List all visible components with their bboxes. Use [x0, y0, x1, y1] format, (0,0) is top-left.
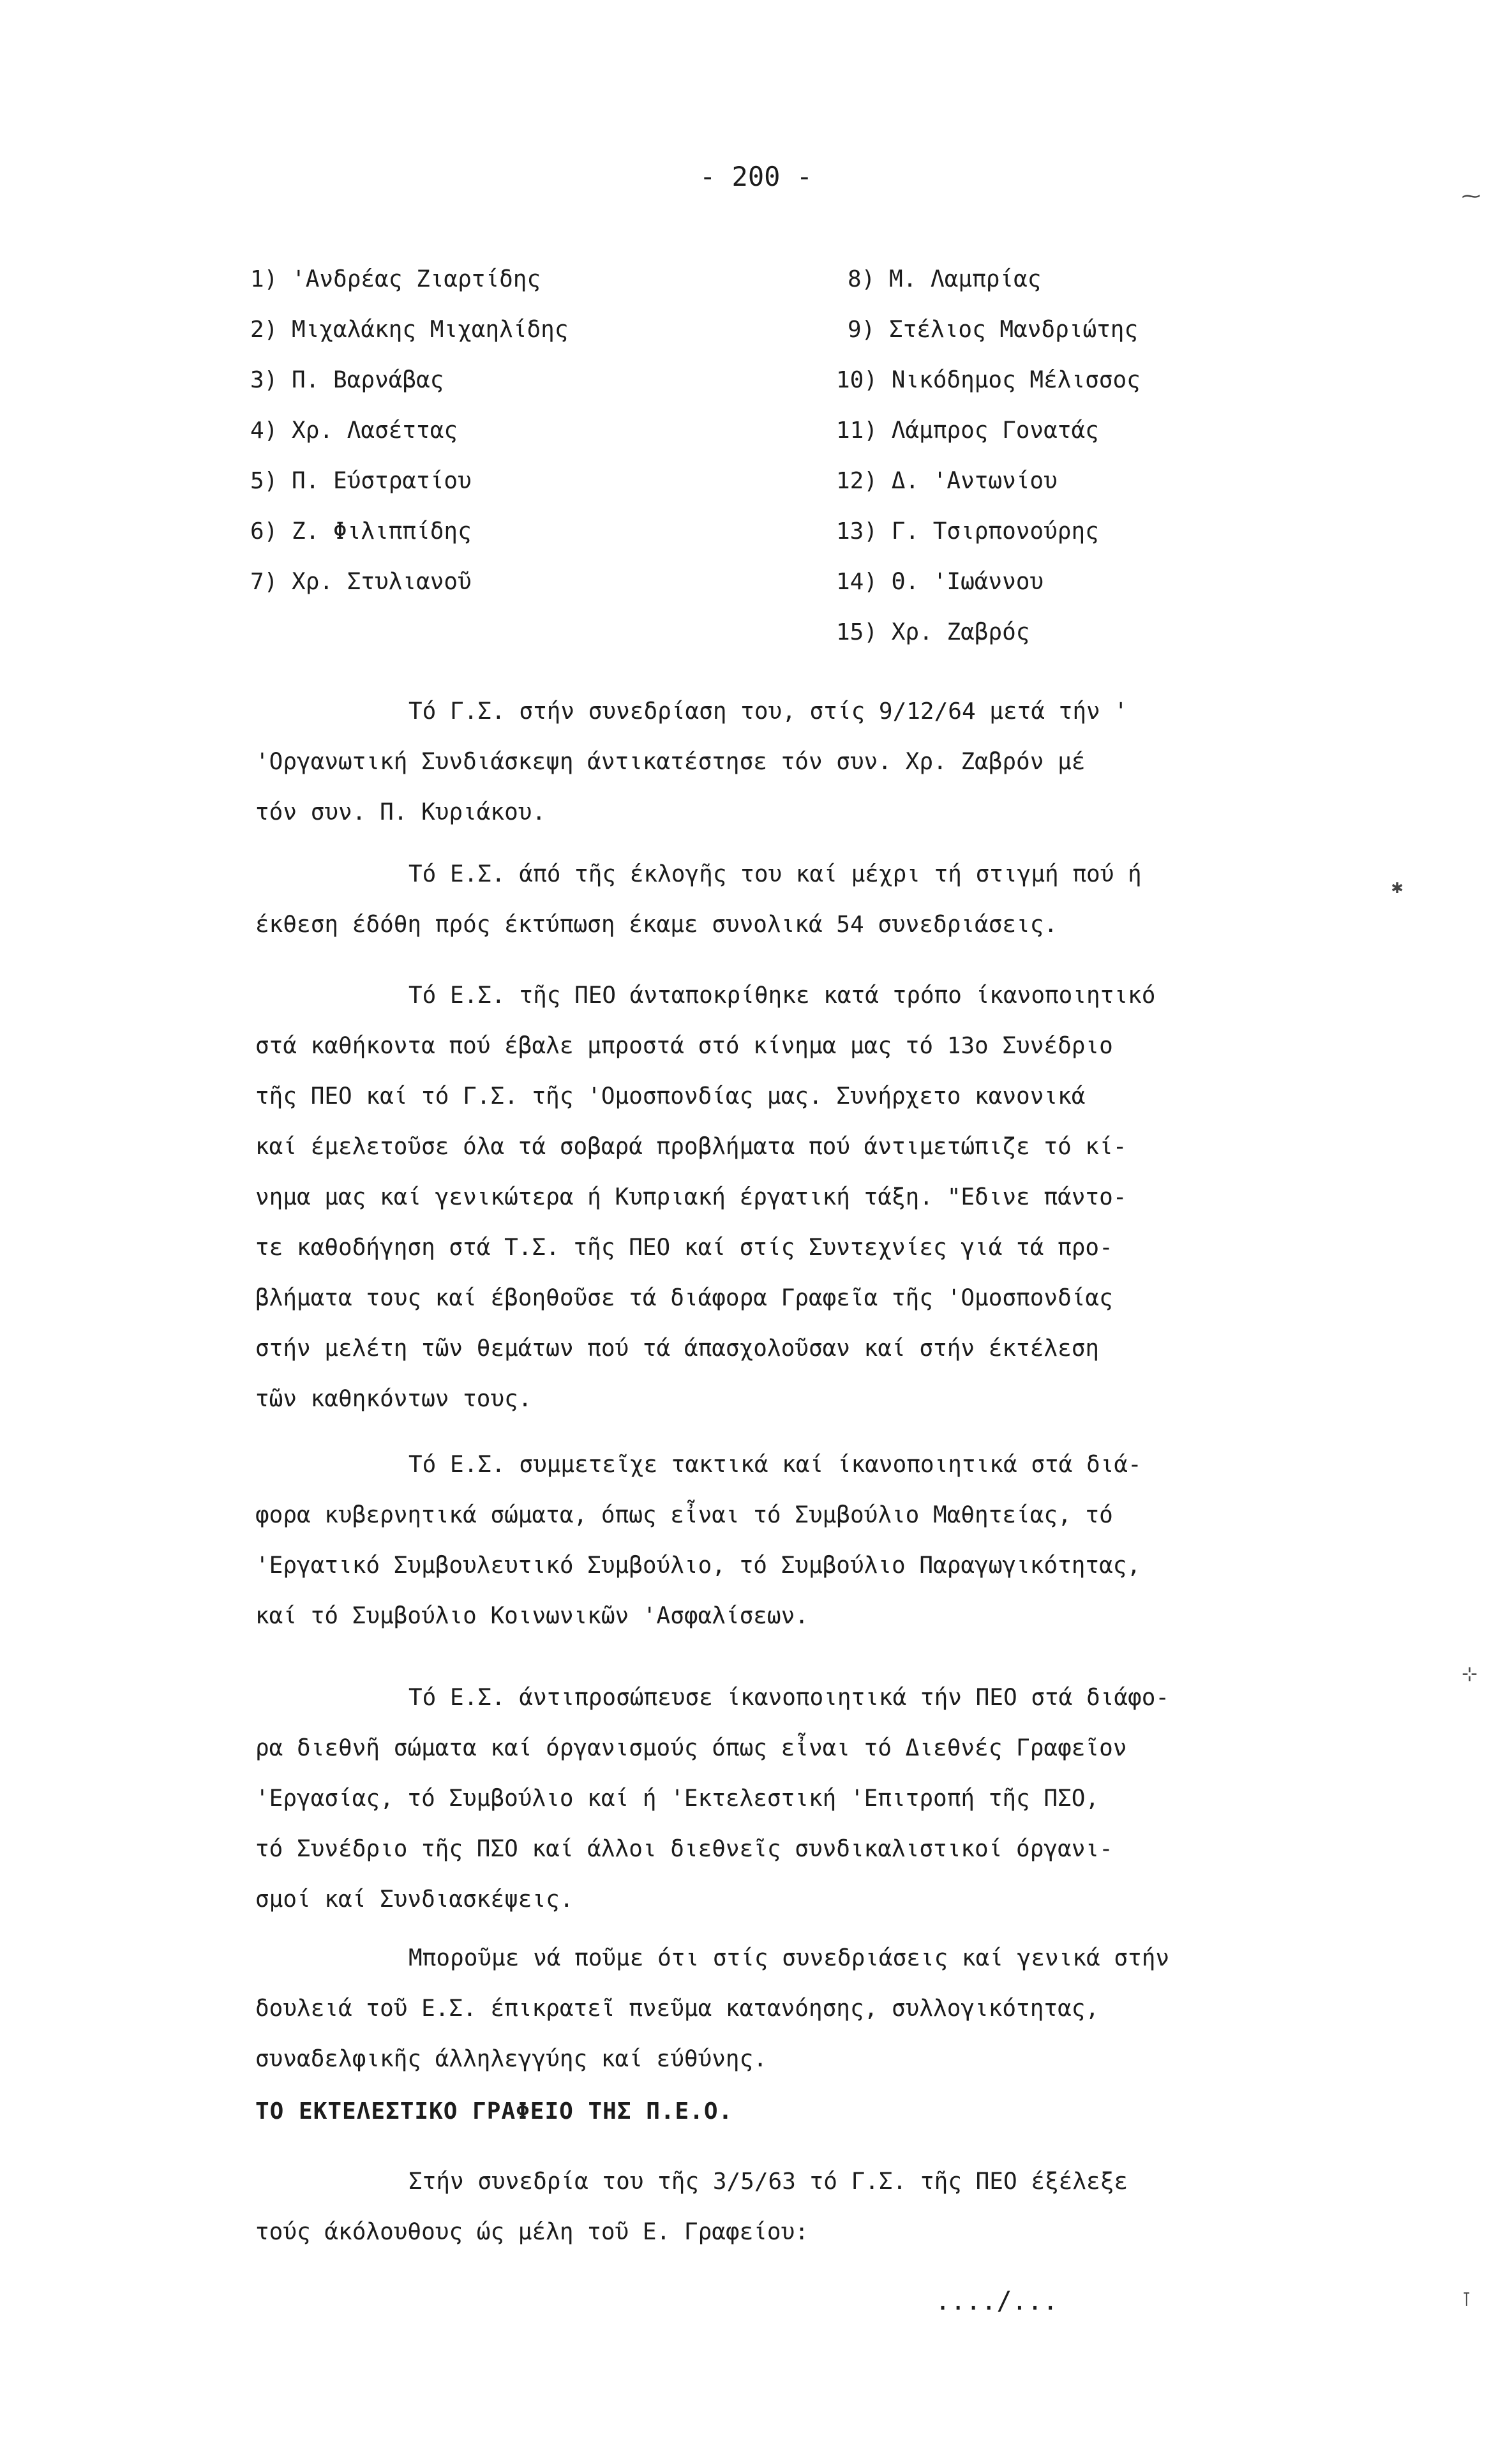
- list-item: 13) Γ. Τσιρπονούρης: [836, 518, 1099, 545]
- text-line: νημα μας καί γενικώτερα ή Κυπριακή έργατική τάξη. "Εδινε πάντο-: [255, 1184, 1127, 1210]
- page-number: - 200 -: [699, 161, 812, 192]
- members-list-left: [250, 254, 569, 607]
- list-item: 15) Χρ. Ζαβρός: [836, 619, 1030, 645]
- text-line: βλήματα τους καί έβοηθοῦσε τά διάφορα Γραφεῖα τῆς 'Ομοσπονδίας: [255, 1285, 1113, 1311]
- text-line: τῆς ΠΕΟ καί τό Γ.Σ. τῆς 'Ομοσπονδίας μας. Συνήρχετο κανονικά: [255, 1083, 1086, 1109]
- text-line: φορα κυβερνητικά σώματα, όπως εἶναι τό Συμβούλιο Μαθητείας, τό: [255, 1502, 1113, 1528]
- text-line: Τό Ε.Σ. συμμετεῖχε τακτικά καί ίκανοποιητικά στά διά-: [408, 1452, 1142, 1478]
- text-line: τε καθοδήγηση στά Τ.Σ. τῆς ΠΕΟ καί στίς Συντεχνίες γιά τά προ-: [255, 1235, 1113, 1261]
- list-item: 8) Μ. Λαμπρίας: [848, 266, 1042, 292]
- paragraph-government-bodies: [255, 1440, 1366, 1641]
- margin-mark-icon: ✱: [1391, 876, 1403, 898]
- margin-mark-icon: ⊺: [1462, 2289, 1472, 2311]
- paragraph-international-bodies: [255, 1673, 1366, 1925]
- text-line: τό Συνέδριο τῆς ΠΣΟ καί άλλοι διεθνεῖς συνδικαλιστικοί όργανι-: [255, 1836, 1113, 1862]
- text-line: τόν συν. Π. Κυριάκου.: [255, 799, 546, 825]
- text-line: Τό Γ.Σ. στήν συνεδρίαση του, στίς 9/12/64 μετά τήν ': [408, 698, 1128, 725]
- members-list-right: [836, 254, 1141, 658]
- margin-mark-icon: ⁓: [1462, 185, 1481, 207]
- margin-mark-icon: ⊹: [1462, 1663, 1478, 1685]
- text-line: Τό Ε.Σ. άντιπροσώπευσε ίκανοποιητικά τήν ΠΕΟ στά διάφο-: [408, 1685, 1170, 1711]
- text-line: έκθεση έδόθη πρός έκτύπωση έκαμε συνολικά 54 συνεδριάσεις.: [255, 912, 1058, 938]
- text-line: Τό Ε.Σ. άπό τῆς έκλογῆς του καί μέχρι τή στιγμή πού ή: [408, 861, 1142, 887]
- list-item: 6) Ζ. Φιλιππίδης: [250, 518, 472, 545]
- text-line: τούς άκόλουθους ώς μέλη τοῦ Ε. Γραφείου:: [255, 2219, 809, 2245]
- list-item: 5) Π. Εύστρατίου: [250, 468, 472, 494]
- paragraph-meetings-count: [255, 849, 1366, 950]
- text-line: καί έμελετοῦσε όλα τά σοβαρά προβλήματα πού άντιμετώπιζε τό κί-: [255, 1134, 1127, 1160]
- list-item: 14) Θ. 'Ιωάννου: [836, 569, 1044, 595]
- text-line: 'Οργανωτική Συνδιάσκεψη άντικατέστησε τόν συν. Χρ. Ζαβρόν μέ: [255, 749, 1086, 775]
- list-item: 11) Λάμπρος Γονατάς: [836, 417, 1099, 444]
- list-item: 4) Χρ. Λασέττας: [250, 417, 458, 444]
- list-item: 3) Π. Βαρνάβας: [250, 367, 444, 393]
- paragraph-spirit: [255, 1933, 1366, 2084]
- text-line: καί τό Συμβούλιο Κοινωνικῶν 'Ασφαλίσεων.: [255, 1603, 809, 1629]
- text-line: ρα διεθνῆ σώματα καί όργανισμούς όπως εἶναι τό Διεθνές Γραφεῖον: [255, 1735, 1127, 1761]
- continuation-mark: ..../...: [935, 2287, 1058, 2316]
- text-line: στά καθήκοντα πού έβαλε μπροστά στό κίνημα μας τό 13ο Συνέδριο: [255, 1033, 1113, 1059]
- text-line: Τό Ε.Σ. τῆς ΠΕΟ άνταποκρίθηκε κατά τρόπο ίκανοποιητικό: [408, 982, 1156, 1009]
- text-line: σμοί καί Συνδιασκέψεις.: [255, 1886, 574, 1913]
- list-item: 12) Δ. 'Αντωνίου: [836, 468, 1058, 494]
- list-item: 9) Στέλιος Μανδριώτης: [848, 317, 1139, 343]
- text-line: 'Εργατικό Συμβουλευτικό Συμβούλιο, τό Συμβούλιο Παραγωγικότητας,: [255, 1553, 1141, 1579]
- text-line: Μποροῦμε νά ποῦμε ότι στίς συνεδριάσεις καί γενικά στήν: [408, 1945, 1170, 1971]
- list-item: 1) 'Ανδρέας Ζιαρτίδης: [250, 266, 541, 292]
- list-item: 7) Χρ. Στυλιανοῦ: [250, 569, 472, 595]
- paragraph-bureau-election: [255, 2156, 1366, 2257]
- text-line: δουλειά τοῦ Ε.Σ. έπικρατεῖ πνεῦμα κατανόησης, συλλογικότητας,: [255, 1996, 1100, 2022]
- text-line: στήν μελέτη τῶν θεμάτων πού τά άπασχολοῦσαν καί στήν έκτέλεση: [255, 1335, 1100, 1362]
- paragraph-duties: [255, 970, 1366, 1424]
- text-line: συναδελφικῆς άλληλεγγύης καί εύθύνης.: [255, 2046, 767, 2072]
- list-item: 2) Μιχαλάκης Μιχαηλίδης: [250, 317, 569, 343]
- text-line: Στήν συνεδρία του τῆς 3/5/63 τό Γ.Σ. τῆς ΠΕΟ έξέλεξε: [408, 2169, 1128, 2195]
- text-line: τῶν καθηκόντων τους.: [255, 1386, 532, 1412]
- paragraph-council-change: [255, 686, 1366, 838]
- list-item: 10) Νικόδημος Μέλισσος: [836, 367, 1141, 393]
- text-line: 'Εργασίας, τό Συμβούλιο καί ή 'Εκτελεστική 'Επιτροπή τῆς ΠΣΟ,: [255, 1786, 1100, 1812]
- section-heading: ΤΟ ΕΚΤΕΛΕΣΤΙΚΟ ΓΡΑΦΕΙΟ ΤΗΣ Π.Ε.Ο.: [255, 2098, 733, 2124]
